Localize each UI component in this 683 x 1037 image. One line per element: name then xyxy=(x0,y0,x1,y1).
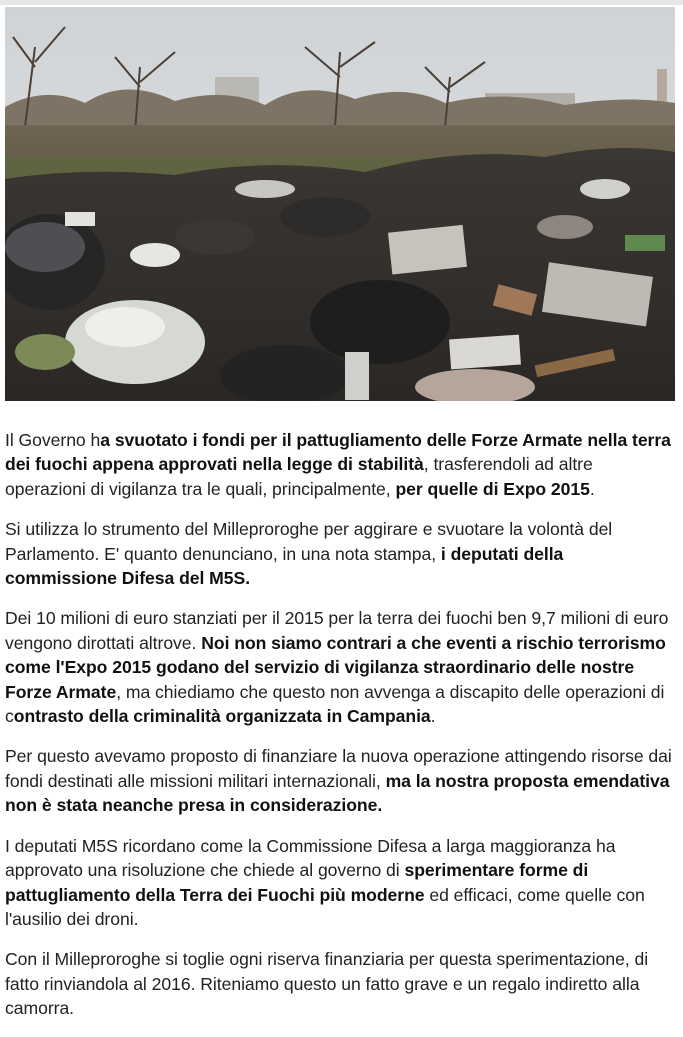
text-run: . xyxy=(430,706,436,727)
text-run: Con il Milleproroghe si toglie ogni riserva finanziaria per questa sperimentazione, di fatto rinviandola al 2016. Riteniamo questo un fatto grave e un regalo indiretto alla camorra. xyxy=(5,949,649,1019)
text-run: Il Governo h xyxy=(5,430,101,450)
article-paragraph xyxy=(5,517,677,590)
text-run: . xyxy=(589,478,595,499)
bold-text: i deputati della commissione Difesa del M5S. xyxy=(5,543,564,589)
text-run: , ma chiediamo che questo non avvenga a discapito delle operazioni di c xyxy=(5,681,665,727)
article-paragraph xyxy=(5,947,677,1020)
article-paragraph xyxy=(5,428,677,501)
top-divider xyxy=(0,0,683,5)
bold-text: ontrasto della criminalità organizzata in Campania xyxy=(13,706,431,727)
bold-text: a svuotato i fondi per il pattugliamento delle Forze Armate nella terra dei fuochi appena approvati nella legge di stabilità xyxy=(5,430,671,475)
text-run: Si utilizza lo strumento del Milleproroghe per aggirare e svuotare la volontà del Parlamento. E' quanto denunciano, in una nota stampa, xyxy=(5,519,613,564)
bold-text: per quelle di Expo 2015 xyxy=(395,478,590,499)
text-run: I deputati M5S ricordano come la Commissione Difesa a larga maggioranza ha approvato una risoluzione che chiede al governo di xyxy=(5,835,616,881)
text-run: Dei 10 milioni di euro stanziati per il 2015 per la terra dei fuochi ben 9,7 milioni di euro vengono dirottati altrove. xyxy=(5,608,669,653)
bold-text: sperimentare forme di pattugliamento della Terra dei Fuochi più moderne xyxy=(5,860,589,905)
text-run: Per questo avevamo proposto di finanziare la nuova operazione attingendo risorse dai fondi destinati alle missioni militari internazionali, xyxy=(5,746,672,791)
article-paragraph xyxy=(5,606,677,728)
article-paragraph xyxy=(5,834,677,932)
bold-text: ma la nostra proposta emendativa non è stata neanche presa in considerazione. xyxy=(5,770,670,816)
bold-text: Noi non siamo contrari a che eventi a rischio terrorismo come l'Expo 2015 godano del servizio di vigilanza straordinario delle nostre Forze Armate xyxy=(5,632,666,702)
text-run: , trasferendoli ad altre operazioni di vigilanza tra le quali, principalmente, xyxy=(5,454,593,499)
text-run: ed efficaci, come quelle con l'ausilio dei droni. xyxy=(5,884,645,929)
landfill-photo xyxy=(5,7,675,401)
landfill-image-icon xyxy=(5,7,675,401)
article-body xyxy=(5,428,677,1037)
article-paragraph xyxy=(5,744,677,817)
